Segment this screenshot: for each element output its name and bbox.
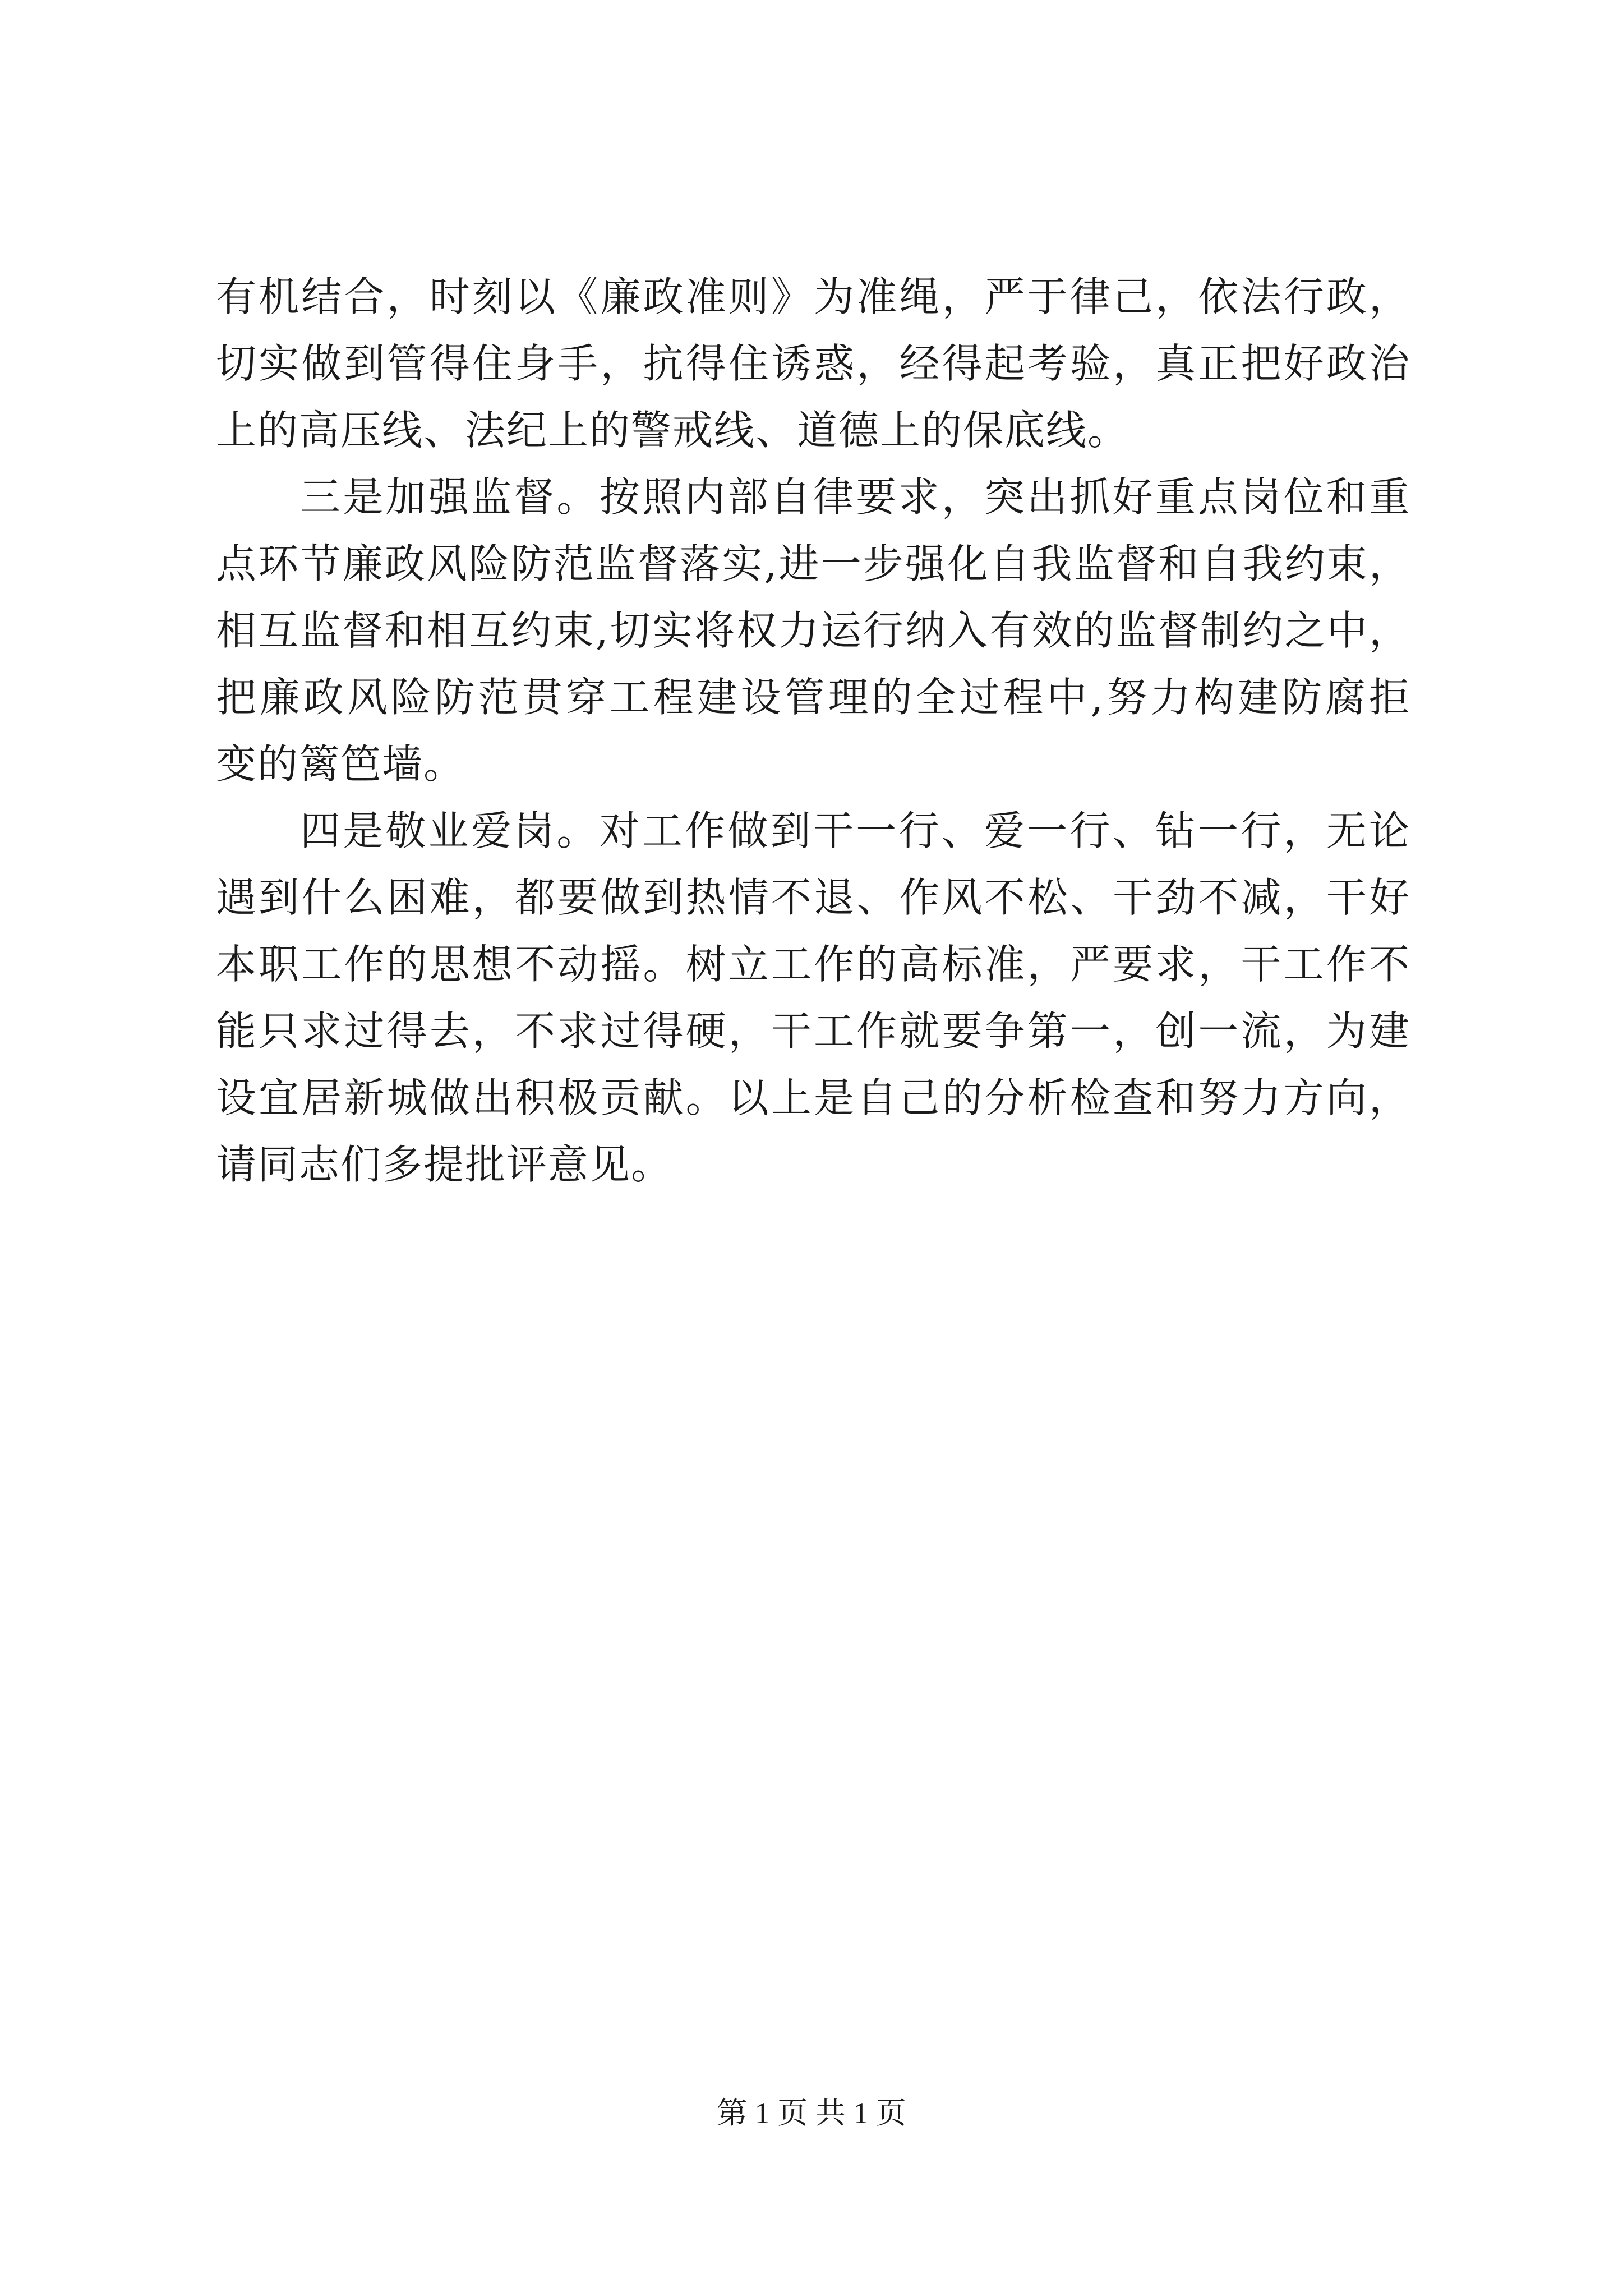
text-line: 相互监督和相互约束,切实将权力运行纳入有效的监督制约之中， — [216, 607, 1410, 654]
text-line: 切实做到管得住身手，抗得住诱惑，经得起考验，真正把好政治 — [216, 340, 1410, 387]
text-line: 遇到什么困难，都要做到热情不退、作风不松、干劲不减，干好 — [216, 874, 1410, 921]
text-line: 设宜居新城做出积极贡献。以上是自己的分析检查和努力方向， — [216, 1074, 1410, 1121]
paragraph-first-line: 四是敬业爱岗。对工作做到干一行、爱一行、钻一行，无论 — [300, 807, 1410, 854]
text-line: 请同志们多提批评意见。 — [216, 1141, 673, 1188]
text-line: 把廉政风险防范贯穿工程建设管理的全过程中,努力构建防腐拒 — [216, 674, 1410, 721]
page-footer — [0, 2093, 1623, 2133]
text-line: 点环节廉政风险防范监督落实,进一步强化自我监督和自我约束， — [216, 540, 1410, 587]
document-body — [216, 264, 1410, 1198]
text-line: 本职工作的思想不动摇。树立工作的高标准，严要求，干工作不 — [216, 941, 1410, 988]
paragraph-first-line: 三是加强监督。按照内部自律要求，突出抓好重点岗位和重 — [300, 473, 1410, 521]
text-line: 上的高压线、法纪上的警戒线、道德上的保底线。 — [216, 407, 1129, 454]
page-number: 第 1 页 共 1 页 — [717, 2096, 906, 2130]
text-line: 有机结合，时刻以《廉政准则》为准绳，严于律己，依法行政， — [216, 273, 1410, 320]
text-line: 变的篱笆墙。 — [216, 740, 465, 788]
text-line: 能只求过得去，不求过得硬，干工作就要争第一，创一流，为建 — [216, 1007, 1410, 1055]
